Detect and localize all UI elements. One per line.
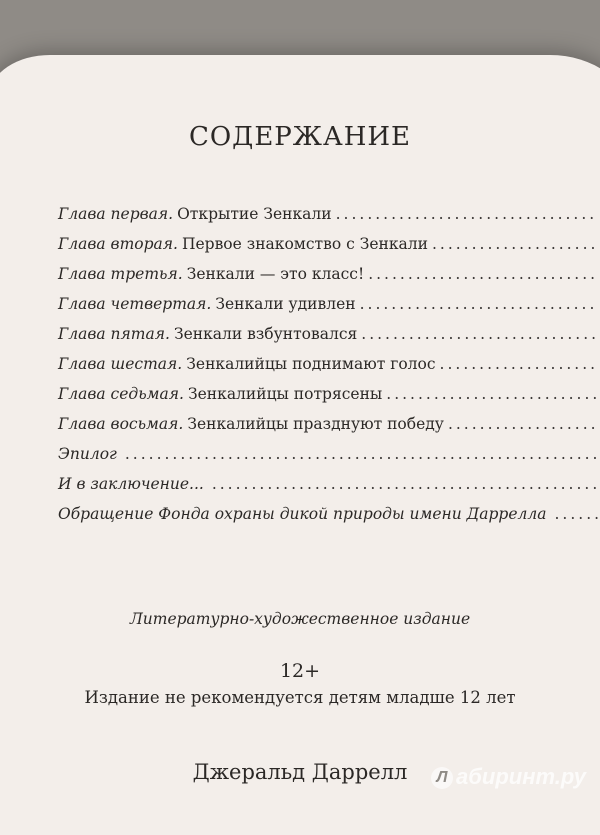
toc-leader-dots <box>368 265 598 283</box>
toc-chapter-title: Зенкалийцы потрясены <box>187 385 383 403</box>
toc-item <box>58 265 598 295</box>
page-title: СОДЕРЖАНИЕ <box>188 122 412 152</box>
toc-chapter-label: Глава восьмая. <box>58 415 184 433</box>
toc-chapter-label: И в заключение... <box>58 475 204 493</box>
toc-chapter-label: Глава третья. <box>58 265 183 283</box>
toc-leader-dots <box>125 445 598 463</box>
toc-chapter-label: Глава пятая. <box>58 325 170 343</box>
toc-item <box>58 355 598 385</box>
toc-item <box>58 385 598 415</box>
toc-item <box>58 205 598 235</box>
toc-item <box>58 295 598 325</box>
toc-leader-dots <box>336 205 598 223</box>
toc-chapter-label: Обращение Фонда охраны дикой природы имени Даррелла <box>58 505 547 523</box>
toc-chapter-label: Глава вторая. <box>58 235 178 253</box>
toc-chapter-label: Глава первая. <box>58 205 174 223</box>
watermark <box>431 764 586 790</box>
toc-leader-dots <box>361 325 598 343</box>
toc-leader-dots <box>555 505 599 523</box>
toc-leader-dots <box>440 355 598 373</box>
toc-chapter-title: Зенкали — это класс! <box>186 265 365 283</box>
toc-chapter-label: Глава шестая. <box>58 355 183 373</box>
toc-chapter-title: Зенкали удивлен <box>215 295 356 313</box>
toc-chapter-title: Открытие Зенкали <box>177 205 332 223</box>
toc-item <box>58 415 598 445</box>
toc-leader-dots <box>386 385 598 403</box>
toc-chapter-label: Эпилог <box>58 445 117 463</box>
edition-type: Литературно-художественное издание <box>129 610 471 628</box>
age-rating: 12+ <box>279 660 321 682</box>
watermark-logo-icon: Л <box>431 767 453 789</box>
toc-leader-dots <box>448 415 598 433</box>
table-of-contents <box>58 205 598 535</box>
toc-chapter-title: Зенкалийцы празднуют победу <box>187 415 444 433</box>
toc-item <box>58 475 598 505</box>
toc-item <box>58 505 598 535</box>
toc-chapter-title: Зенкали взбунтовался <box>173 325 358 343</box>
author-name: Джеральд Даррелл <box>192 760 408 784</box>
age-warning: Издание не рекомендуется детям младше 12 лет <box>84 688 516 707</box>
toc-item <box>58 445 598 475</box>
watermark-text: абиринт.ру <box>456 764 586 789</box>
toc-chapter-title: Зенкалийцы поднимают голос <box>186 355 436 373</box>
toc-chapter-label: Глава седьмая. <box>58 385 184 403</box>
toc-item <box>58 235 598 265</box>
toc-item <box>58 325 598 355</box>
toc-leader-dots <box>432 235 598 253</box>
toc-leader-dots <box>360 295 598 313</box>
toc-leader-dots <box>212 475 598 493</box>
toc-chapter-label: Глава четвертая. <box>58 295 212 313</box>
toc-chapter-title: Первое знакомство с Зенкали <box>181 235 428 253</box>
